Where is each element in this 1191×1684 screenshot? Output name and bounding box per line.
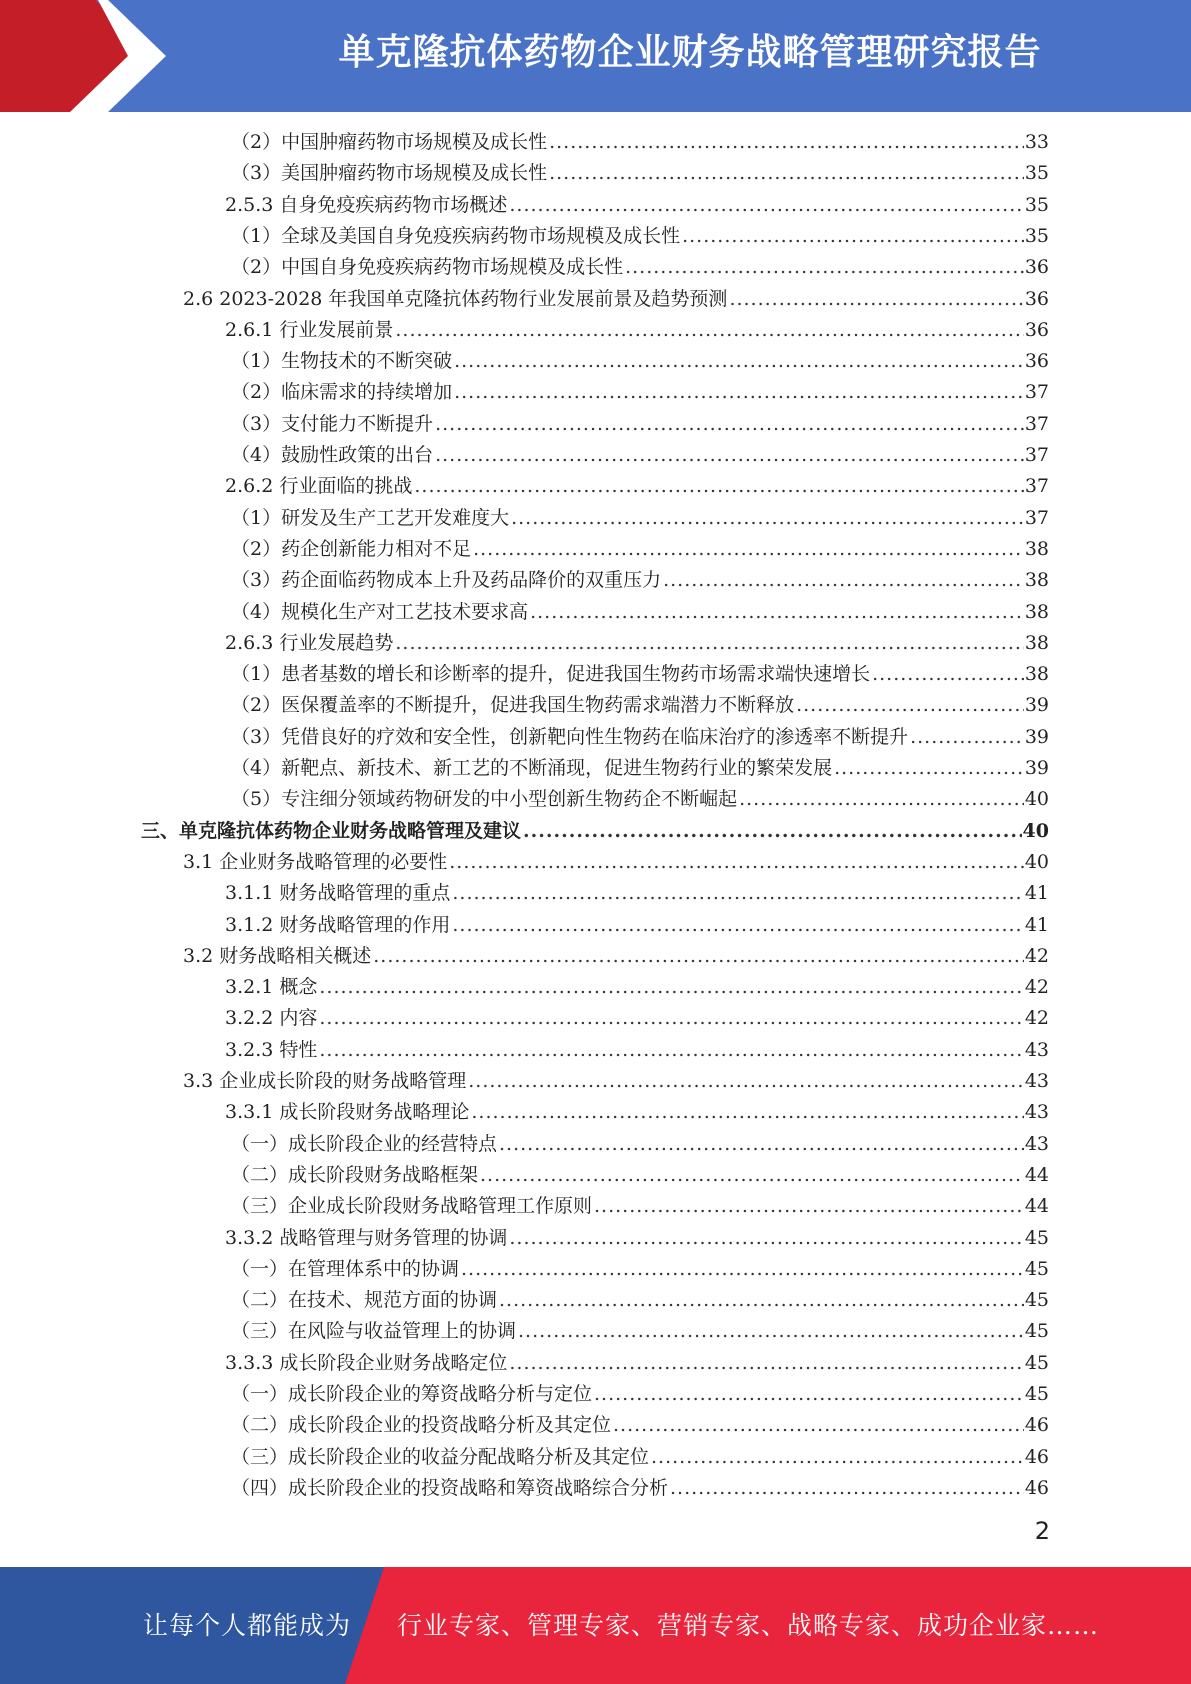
toc-entry-page: 39 bbox=[1024, 694, 1049, 716]
toc-entry-title: （4）鼓励性政策的出台 bbox=[231, 444, 434, 466]
toc-entry[interactable] bbox=[231, 1442, 1049, 1473]
toc-entry[interactable] bbox=[231, 221, 1049, 252]
toc-dot-leader bbox=[499, 1129, 1024, 1160]
toc-entry-page: 46 bbox=[1024, 1414, 1049, 1436]
toc-dot-leader bbox=[910, 722, 1024, 753]
toc-entry-title: 3.2 财务战略相关概述 bbox=[183, 945, 372, 967]
toc-entry[interactable] bbox=[225, 1223, 1049, 1254]
toc-entry-page: 43 bbox=[1024, 1101, 1049, 1123]
toc-entry[interactable] bbox=[231, 1191, 1049, 1222]
toc-dot-leader bbox=[473, 534, 1024, 565]
toc-entry-page: 38 bbox=[1024, 569, 1049, 591]
toc-entry-title: （3）药企面临药物成本上升及药品降价的双重压力 bbox=[231, 569, 662, 591]
toc-entry[interactable] bbox=[225, 1003, 1049, 1034]
toc-entry-title: （二）成长阶段企业的投资战略分析及其定位 bbox=[231, 1414, 612, 1436]
toc-entry-title: （1）研发及生产工艺开发难度大 bbox=[231, 507, 510, 529]
toc-dot-leader bbox=[449, 847, 1024, 878]
toc-entry-title: 2.6.2 行业面临的挑战 bbox=[225, 475, 413, 497]
toc-entry[interactable] bbox=[231, 346, 1049, 377]
toc-entry-page: 33 bbox=[1024, 131, 1049, 153]
toc-entry[interactable] bbox=[225, 190, 1049, 221]
toc-entry-page: 38 bbox=[1024, 663, 1049, 685]
toc-entry-page: 41 bbox=[1024, 914, 1049, 936]
report-title: 单克隆抗体药物企业财务战略管理研究报告 bbox=[338, 32, 1042, 73]
toc-dot-leader bbox=[511, 503, 1024, 534]
toc-entry-title: 3.2.1 概念 bbox=[225, 976, 318, 998]
toc-entry-title: （2）中国自身免疫疾病药物市场规模及成长性 bbox=[231, 256, 624, 278]
toc-entry[interactable] bbox=[231, 1160, 1049, 1191]
toc-entry[interactable] bbox=[231, 1379, 1049, 1410]
toc-entry-page: 36 bbox=[1024, 319, 1049, 341]
toc-entry-title: （三）企业成长阶段财务战略管理工作原则 bbox=[231, 1195, 593, 1217]
toc-entry-page: 45 bbox=[1024, 1383, 1049, 1405]
toc-dot-leader bbox=[530, 597, 1024, 628]
toc-dot-leader bbox=[625, 252, 1024, 283]
toc-dot-leader bbox=[480, 1160, 1024, 1191]
toc-entry[interactable] bbox=[225, 1097, 1049, 1128]
toc-dot-leader bbox=[670, 1473, 1024, 1504]
toc-entry-page: 37 bbox=[1024, 507, 1049, 529]
toc-entry-page: 38 bbox=[1024, 538, 1049, 560]
toc-entry-title: 2.6.1 行业发展前景 bbox=[225, 319, 394, 341]
toc-dot-leader bbox=[523, 816, 1022, 847]
footer-slogan-right: 行业专家、管理专家、营销专家、战略专家、成功企业家…… bbox=[397, 1611, 1100, 1640]
toc-dot-leader bbox=[796, 690, 1024, 721]
toc-entry-page: 38 bbox=[1024, 601, 1049, 623]
toc-dot-leader bbox=[872, 659, 1024, 690]
toc-dot-leader bbox=[461, 1254, 1024, 1285]
toc-entry-title: 3.3.3 成长阶段企业财务战略定位 bbox=[225, 1352, 508, 1374]
toc-entry-title: （一）成长阶段企业的经营特点 bbox=[231, 1133, 498, 1155]
toc-entry-title: （四）成长阶段企业的投资战略和筹资战略综合分析 bbox=[231, 1477, 669, 1499]
toc-entry-page: 37 bbox=[1024, 413, 1049, 435]
toc-entry[interactable] bbox=[183, 284, 1049, 315]
page-number: 2 bbox=[1034, 1517, 1050, 1545]
toc-dot-leader bbox=[509, 1223, 1023, 1254]
toc-entry-title: （三）成长阶段企业的收益分配战略分析及其定位 bbox=[231, 1446, 650, 1468]
toc-dot-leader bbox=[454, 346, 1024, 377]
toc-dot-leader bbox=[651, 1442, 1024, 1473]
toc-entry-title: 2.6 2023-2028 年我国单克隆抗体药物行业发展前景及趋势预测 bbox=[183, 288, 728, 310]
toc-entry-page: 39 bbox=[1024, 757, 1049, 779]
toc-entry[interactable] bbox=[231, 1285, 1049, 1316]
toc-entry-title: （3）美国肿瘤药物市场规模及成长性 bbox=[231, 162, 548, 184]
toc-entry[interactable] bbox=[231, 597, 1049, 628]
toc-entry[interactable] bbox=[231, 690, 1049, 721]
toc-dot-leader bbox=[509, 1348, 1023, 1379]
toc-entry-page: 43 bbox=[1024, 1039, 1049, 1061]
toc-entry-title: （4）新靶点、新技术、新工艺的不断涌现，促进生物药行业的繁荣发展 bbox=[231, 757, 833, 779]
toc-dot-leader bbox=[499, 1285, 1024, 1316]
toc-entry[interactable] bbox=[225, 628, 1049, 659]
toc-dot-leader bbox=[682, 221, 1024, 252]
toc-entry[interactable] bbox=[231, 1473, 1049, 1504]
toc-entry-page: 42 bbox=[1024, 976, 1049, 998]
toc-entry-title: （二）在技术、规范方面的协调 bbox=[231, 1289, 498, 1311]
toc-entry-page: 45 bbox=[1024, 1258, 1049, 1280]
toc-entry-title: （三）在风险与收益管理上的协调 bbox=[231, 1320, 517, 1342]
toc-entry-title: （3）支付能力不断提升 bbox=[231, 413, 434, 435]
toc-entry-page: 41 bbox=[1024, 882, 1049, 904]
toc-entry-title: 3.1.1 财务战略管理的重点 bbox=[225, 882, 451, 904]
toc-dot-leader bbox=[435, 409, 1024, 440]
toc-entry[interactable] bbox=[225, 1348, 1049, 1379]
toc-entry-page: 43 bbox=[1024, 1070, 1049, 1092]
toc-entry[interactable] bbox=[183, 941, 1049, 972]
toc-entry[interactable] bbox=[231, 534, 1049, 565]
toc-entry-page: 36 bbox=[1024, 256, 1049, 278]
toc-entry[interactable] bbox=[231, 503, 1049, 534]
toc-dot-leader bbox=[319, 972, 1023, 1003]
toc-dot-leader bbox=[319, 1035, 1023, 1066]
toc-entry[interactable] bbox=[231, 1129, 1049, 1160]
toc-entry-title: （一）在管理体系中的协调 bbox=[231, 1258, 460, 1280]
toc-entry[interactable] bbox=[231, 252, 1049, 283]
toc-entry-page: 44 bbox=[1024, 1195, 1049, 1217]
toc-entry[interactable] bbox=[231, 722, 1049, 753]
toc-dot-leader bbox=[613, 1410, 1024, 1441]
toc-dot-leader bbox=[509, 190, 1023, 221]
toc-entry-title: （1）生物技术的不断突破 bbox=[231, 350, 453, 372]
toc-entry-title: 三、单克隆抗体药物企业财务战略管理及建议 bbox=[141, 820, 522, 842]
toc-entry-title: 3.3.1 成长阶段财务战略理论 bbox=[225, 1101, 470, 1123]
toc-entry-page: 36 bbox=[1024, 288, 1049, 310]
toc-dot-leader bbox=[471, 1097, 1023, 1128]
toc-entry-page: 35 bbox=[1024, 225, 1049, 247]
toc-entry-page: 35 bbox=[1024, 162, 1049, 184]
toc-entry-page: 45 bbox=[1024, 1227, 1049, 1249]
toc-entry-title: 2.6.3 行业发展趋势 bbox=[225, 632, 394, 654]
toc-dot-leader bbox=[729, 284, 1023, 315]
toc-entry-title: （1）患者基数的增长和诊断率的提升，促进我国生物药市场需求端快速增长 bbox=[231, 663, 871, 685]
toc-entry-page: 37 bbox=[1024, 381, 1049, 403]
toc-dot-leader bbox=[518, 1316, 1024, 1347]
toc-entry-page: 45 bbox=[1024, 1289, 1049, 1311]
toc-entry-page: 43 bbox=[1024, 1133, 1049, 1155]
toc-entry-page: 36 bbox=[1024, 350, 1049, 372]
toc-dot-leader bbox=[468, 1066, 1024, 1097]
toc-entry[interactable] bbox=[231, 784, 1049, 815]
toc-dot-leader bbox=[663, 565, 1024, 596]
toc-entry[interactable] bbox=[183, 1066, 1049, 1097]
toc-entry[interactable] bbox=[231, 753, 1049, 784]
toc-entry-title: 2.5.3 自身免疫疾病药物市场概述 bbox=[225, 194, 508, 216]
page-header bbox=[0, 0, 1191, 112]
page-footer bbox=[0, 1567, 1191, 1684]
toc-dot-leader bbox=[549, 127, 1024, 158]
toc-entry-title: （1）全球及美国自身免疫疾病药物市场规模及成长性 bbox=[231, 225, 681, 247]
toc-entry-title: 3.3 企业成长阶段的财务战略管理 bbox=[183, 1070, 467, 1092]
toc-entry-page: 37 bbox=[1024, 475, 1049, 497]
toc-dot-leader bbox=[395, 628, 1023, 659]
footer-slogan-left: 让每个人都能成为 bbox=[143, 1611, 352, 1640]
toc-entry-page: 45 bbox=[1024, 1320, 1049, 1342]
toc-entry-title: （4）规模化生产对工艺技术要求高 bbox=[231, 601, 529, 623]
toc-dot-leader bbox=[834, 753, 1024, 784]
toc-entry-page: 46 bbox=[1024, 1477, 1049, 1499]
toc-entry[interactable] bbox=[231, 659, 1049, 690]
toc-entry-title: （一）成长阶段企业的筹资战略分析与定位 bbox=[231, 1383, 593, 1405]
toc-entry[interactable] bbox=[231, 377, 1049, 408]
toc-entry-page: 35 bbox=[1024, 194, 1049, 216]
toc-dot-leader bbox=[454, 377, 1024, 408]
toc-entry[interactable] bbox=[225, 315, 1049, 346]
toc-entry[interactable] bbox=[225, 1035, 1049, 1066]
toc-entry[interactable] bbox=[141, 816, 1049, 847]
toc-entry-page: 46 bbox=[1024, 1446, 1049, 1468]
toc-entry-title: 3.3.2 战略管理与财务管理的协调 bbox=[225, 1227, 508, 1249]
toc-entry-title: 3.1.2 财务战略管理的作用 bbox=[225, 914, 451, 936]
toc-entry[interactable] bbox=[225, 878, 1049, 909]
toc-entry[interactable] bbox=[225, 910, 1049, 941]
toc-entry-page: 42 bbox=[1024, 1007, 1049, 1029]
toc-entry-page: 39 bbox=[1024, 726, 1049, 748]
toc-entry[interactable] bbox=[231, 1316, 1049, 1347]
toc-entry-page: 38 bbox=[1024, 632, 1049, 654]
toc-entry[interactable] bbox=[231, 127, 1049, 158]
toc-entry-title: （2）中国肿瘤药物市场规模及成长性 bbox=[231, 131, 548, 153]
toc-dot-leader bbox=[549, 158, 1024, 189]
toc-dot-leader bbox=[594, 1379, 1024, 1410]
toc-entry-title: 3.2.2 内容 bbox=[225, 1007, 318, 1029]
toc-entry-page: 40 bbox=[1024, 851, 1049, 873]
toc-entry-title: （3）凭借良好的疗效和安全性，创新靶向性生物药在临床治疗的渗透率不断提升 bbox=[231, 726, 909, 748]
toc-dot-leader bbox=[452, 878, 1023, 909]
toc-entry-title: 3.2.3 特性 bbox=[225, 1039, 318, 1061]
toc-entry-title: 3.1 企业财务战略管理的必要性 bbox=[183, 851, 448, 873]
toc-entry[interactable] bbox=[231, 1410, 1049, 1441]
toc-dot-leader bbox=[373, 941, 1024, 972]
toc-entry-page: 45 bbox=[1024, 1352, 1049, 1374]
toc-entry-page: 42 bbox=[1024, 945, 1049, 967]
toc-dot-leader bbox=[452, 910, 1023, 941]
toc-dot-leader bbox=[435, 440, 1024, 471]
toc-entry[interactable] bbox=[225, 972, 1049, 1003]
toc-dot-leader bbox=[395, 315, 1023, 346]
toc-dot-leader bbox=[414, 471, 1023, 502]
toc-entry-title: （5）专注细分领域药物研发的中小型创新生物药企不断崛起 bbox=[231, 788, 738, 810]
toc-entry[interactable] bbox=[231, 409, 1049, 440]
toc-entry-title: （2）临床需求的持续增加 bbox=[231, 381, 453, 403]
toc-entry[interactable] bbox=[231, 158, 1049, 189]
toc-entry-title: （2）医保覆盖率的不断提升，促进我国生物药需求端潜力不断释放 bbox=[231, 694, 795, 716]
toc-entry[interactable] bbox=[231, 1254, 1049, 1285]
toc-entry-page: 40 bbox=[1022, 820, 1049, 842]
toc-entry[interactable] bbox=[231, 565, 1049, 596]
toc-dot-leader bbox=[319, 1003, 1023, 1034]
toc-entry[interactable] bbox=[183, 847, 1049, 878]
toc-entry-page: 44 bbox=[1024, 1164, 1049, 1186]
toc-entry-page: 40 bbox=[1024, 788, 1049, 810]
toc-entry-title: （二）成长阶段财务战略框架 bbox=[231, 1164, 479, 1186]
toc-dot-leader bbox=[739, 784, 1024, 815]
toc-entry-title: （2）药企创新能力相对不足 bbox=[231, 538, 472, 560]
toc-entry[interactable] bbox=[231, 440, 1049, 471]
toc-dot-leader bbox=[594, 1191, 1024, 1222]
toc-entry[interactable] bbox=[225, 471, 1049, 502]
toc-entry-page: 37 bbox=[1024, 444, 1049, 466]
